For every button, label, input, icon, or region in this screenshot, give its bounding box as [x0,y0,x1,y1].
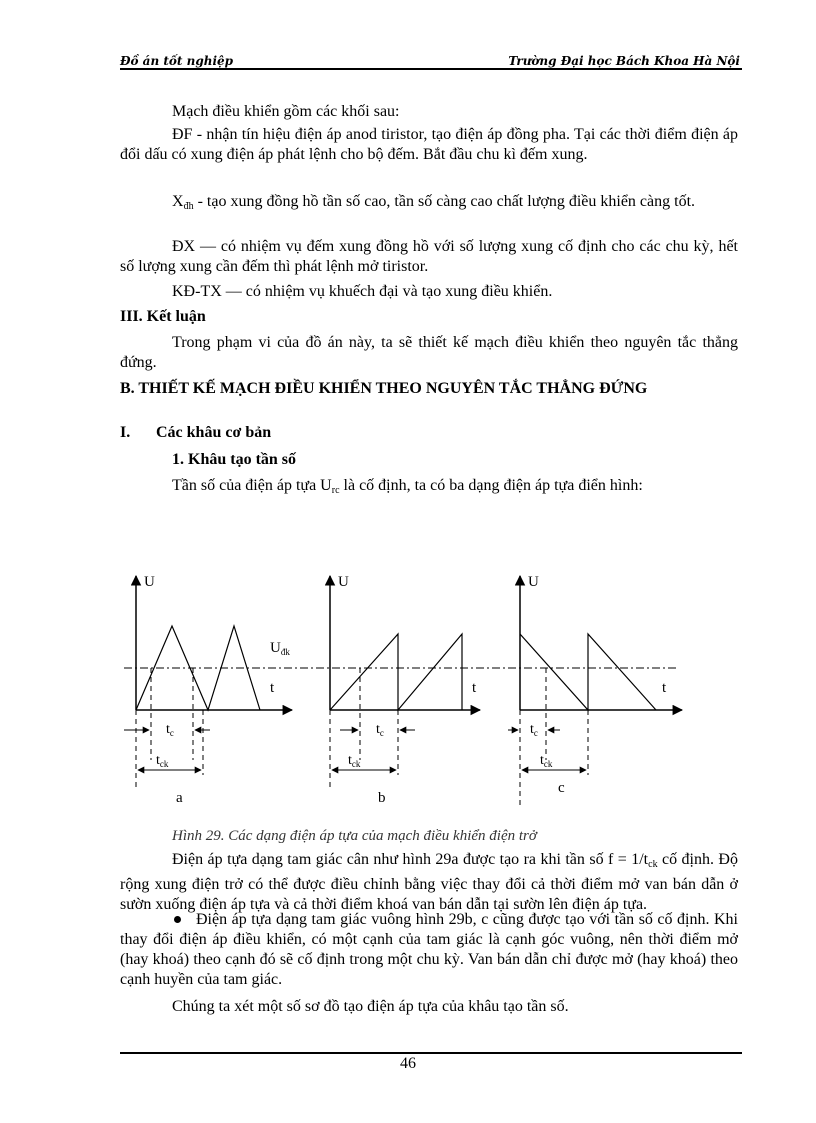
p1-text-a: Điện áp tựa dạng tam giác cân như hình 29a được tạo ra khi tần số f = 1/t [172,851,649,868]
footer-rule [120,1052,742,1054]
panel-a-time-label: t [270,680,275,696]
panel-c [508,574,682,805]
dx-label: ĐX [172,238,196,255]
kdtx-text: — có nhiệm vụ khuếch đại và tạo xung điều khiển. [221,283,553,300]
dx-text: — có nhiệm vụ đếm xung đồng hồ với số lượng xung cố định cho các chu kỳ, hết số lượng xung cần đếm thì phát lệnh mở tiristor. [120,238,738,275]
df-paragraph [120,125,738,165]
section-3-text: Trong phạm vi của đồ án này, ta sẽ thiết kế mạch điều khiển theo nguyên tắc thẳng đứng. [120,334,738,371]
dx-paragraph [120,237,738,277]
header-left: Đồ án tốt nghiệp [120,54,234,68]
xdh-paragraph [120,192,738,217]
paragraph-triangle-right: Điện áp tựa dạng tam giác vuông hình 29b, c cũng được tạo với tần số cố định. Khi thay đổi điện áp điều khiển, có một cạnh của tam giác là cạnh góc vuông, nên thời điểm mở (hay khoá) theo cạnh đó sẽ cố định trong một chu kỳ. Van bán dẫn chỉ được mở (hay khoá) theo cạnh huyền của tam giác. [120,911,738,988]
subsection-1-title: 1. Khâu tạo tần số [172,451,297,468]
waveform-figure [110,560,710,830]
paragraph-closing: Chúng ta xét một số sơ đồ tạo điện áp tựa của khâu tạo tần số. [172,998,569,1015]
p1-sub: ck [648,859,658,870]
panel-b-tc-label: $t_c$ [376,722,384,738]
panel-c-waveform [520,634,656,710]
xdh-label: X [172,193,184,210]
panel-b-letter: b [378,790,386,806]
section-i-title: Các khâu cơ bản [156,424,272,441]
section-3-title: III. Kết luận [120,308,206,325]
subsection-1-text-a: Tần số của điện áp tựa U [172,477,332,494]
panel-c-time-label: t [662,680,667,696]
section-b-title: B. THIẾT KẾ MẠCH ĐIỀU KHIỂN THEO NGUYÊN TẮC THẲNG ĐỨNG [120,380,648,397]
panel-b [330,574,480,806]
udk-label: $U_{đk}$ [270,640,290,657]
df-text: - nhận tín hiệu điện áp anod tiristor, tạo điện áp đồng pha. Tại các thời điểm điện áp đổi dấu có xung điện áp phát lệnh cho bộ đếm. Bắt đầu chu kì đếm xung. [120,126,738,163]
header-rule [120,68,742,70]
page-number: 46 [400,1055,416,1072]
xdh-sub: đh [183,201,194,212]
panel-c-axis-label: U [528,574,539,590]
panel-b-axis-label: U [338,574,349,590]
panel-a [124,574,292,806]
panel-a-letter: a [176,790,183,806]
panel-b-waveform [330,634,462,710]
panel-a-tc-label: $t_c$ [166,722,174,738]
figure-caption: Hình 29. Các dạng điện áp tựa của mạch điều khiển điện trở [172,828,537,844]
panel-c-letter: c [558,780,565,796]
p1-text-b: cố định. Độ rộng xung điện trở có thể được điều chỉnh bằng việc thay đổi cả thời điểm mở van bán dẫn ở sườn xuống điện áp tựa và cả thời điểm khoá van bán dẫn tại sườn lên điện áp tựa. [120,851,738,913]
panel-b-tck-label: $t_{ck}$ [348,753,361,769]
df-label: ĐF [172,126,193,143]
section-i-number: I. [120,424,131,441]
panel-b-time-label: t [472,680,477,696]
header-right: Trường Đại học Bách Khoa Hà Nội [508,54,740,68]
paragraph-triangle-isosceles [120,850,738,915]
subsection-1-text-b: là cố định, ta có ba dạng điện áp tựa điển hình: [339,477,643,494]
panel-c-tck-label: $t_{ck}$ [540,753,553,769]
panel-c-tc-label: $t_c$ [530,722,538,738]
xdh-text: - tạo xung đồng hồ tần số cao, tần số càng cao chất lượng điều khiển càng tốt. [193,193,696,210]
subsection-1-text-sub: rc [331,485,340,496]
kdtx-paragraph [120,282,738,302]
panel-a-tck-label: $t_{ck}$ [156,753,169,769]
panel-a-axis-label: U [144,574,155,590]
subsection-1-text [172,475,643,501]
kdtx-label: KĐ-TX [172,283,222,300]
intro-text: Mạch điều khiển gồm các khối sau: [172,103,400,120]
